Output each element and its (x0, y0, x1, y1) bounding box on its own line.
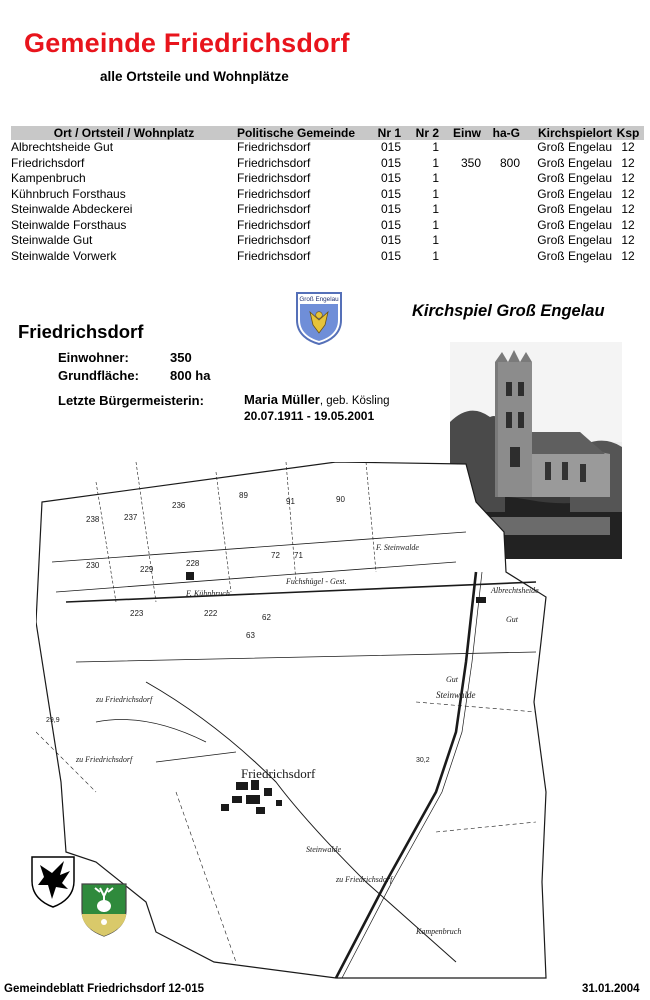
map-label-zu-friedrichsdorf-s: zu Friedrichsdorf (336, 875, 393, 884)
cell-nr2: 1 (432, 217, 439, 232)
map-label-friedrichsdorf: Friedrichsdorf (241, 766, 316, 781)
cell-kirchspielort: Groß Engelau (537, 233, 612, 247)
eagle-crest-icon (30, 855, 76, 909)
table-row (11, 140, 644, 156)
cell-kirchspielort: Groß Engelau (537, 155, 612, 170)
map-number-63: 63 (246, 631, 255, 640)
map-label-gut-2: Gut (446, 675, 458, 684)
table-row (11, 249, 644, 265)
map-number-62: 62 (262, 613, 271, 622)
cell-kirchspielort: Groß Engelau (537, 171, 612, 185)
kirchspiel-title: Kirchspiel Groß Engelau (412, 302, 605, 320)
cell-ort: Kühnbruch Forsthaus (11, 186, 126, 201)
cell-gemeinde: Friedrichsdorf (237, 171, 311, 185)
buergermeister-label: Letzte Bürgermeisterin: (58, 393, 204, 408)
cell-nr2: 1 (432, 186, 439, 201)
column-header-ha: ha-G (481, 126, 520, 140)
cell-nr2: 1 (432, 155, 439, 170)
cell-ksp: 12 (621, 140, 635, 154)
buergermeister-name-line (244, 392, 390, 407)
cell-ort: Steinwalde Abdeckerei (11, 202, 133, 216)
einwohner-value: 350 (170, 350, 192, 365)
gross-engelau-crest-icon (294, 290, 344, 346)
map-number-91: 91 (286, 497, 295, 506)
table-row (11, 156, 644, 172)
map-label-f-steinwalde: F. Steinwalde (376, 543, 419, 552)
cell-nr1: 015 (380, 202, 401, 216)
deer-crest-icon (80, 882, 128, 938)
map-number-90: 90 (336, 495, 345, 504)
map-label-kuhnbruch: F. Kühnbruch (186, 589, 230, 598)
cell-ksp: 12 (621, 217, 635, 232)
cell-einw: 350 (460, 155, 481, 170)
cell-ha (481, 171, 520, 187)
map-number-229: 229 (140, 565, 154, 574)
cell-gemeinde: Friedrichsdorf (237, 155, 311, 170)
cell-kirchspielort: Groß Engelau (537, 202, 612, 216)
map-number-237: 237 (124, 513, 138, 522)
cell-nr1: 015 (380, 186, 401, 201)
cell-gemeinde: Friedrichsdorf (237, 202, 311, 216)
cell-einw (439, 218, 481, 234)
footer-date: 31.01.2004 (582, 983, 640, 995)
table-row (11, 171, 644, 187)
cell-gemeinde: Friedrichsdorf (237, 233, 311, 247)
column-header-ort: Ort / Ortsteil / Wohnplatz (11, 126, 237, 140)
buergermeister-dates: 20.07.1911 - 19.05.2001 (244, 409, 375, 423)
map-number-238: 238 (86, 515, 100, 524)
cell-ort: Steinwalde Vorwerk (11, 248, 117, 263)
cell-ksp: 12 (621, 248, 635, 263)
cell-kirchspielort: Groß Engelau (537, 217, 612, 232)
column-header-nr2: Nr 2 (401, 126, 439, 140)
footer-document-id: Gemeindeblatt Friedrichsdorf 12-015 (4, 983, 205, 995)
column-header-ksp: Ksp (612, 126, 644, 140)
cell-einw (439, 140, 481, 156)
cell-einw (439, 202, 481, 218)
cell-einw (439, 171, 481, 187)
cell-gemeinde: Friedrichsdorf (237, 217, 311, 232)
page-title: Gemeinde Friedrichsdorf (24, 28, 350, 58)
page-subtitle: alle Ortsteile und Wohnplätze (100, 69, 289, 84)
cell-nr2: 1 (432, 233, 439, 247)
cell-ksp: 12 (621, 171, 635, 185)
map-number-228: 228 (186, 559, 200, 568)
table-row (11, 187, 644, 203)
map-number-230: 230 (86, 561, 100, 570)
cell-ort: Steinwalde Gut (11, 233, 93, 247)
cell-ha (481, 233, 520, 249)
cell-nr1: 015 (380, 217, 401, 232)
map-number-222: 222 (204, 609, 218, 618)
column-header-nr1: Nr 1 (373, 126, 401, 140)
table-row (11, 202, 644, 218)
table-body (11, 140, 644, 264)
cell-gemeinde: Friedrichsdorf (237, 140, 311, 154)
cell-kirchspielort: Groß Engelau (537, 140, 612, 154)
cell-ha (481, 187, 520, 203)
cell-ort: Albrechtsheide Gut (11, 140, 114, 154)
crest-label: Groß Engelau (299, 296, 339, 303)
cell-ha (481, 202, 520, 218)
table-header-row (11, 126, 644, 140)
cell-einw (439, 233, 481, 249)
cell-einw (439, 249, 481, 265)
einwohner-label: Einwohner: (58, 350, 129, 365)
cell-gemeinde: Friedrichsdorf (237, 248, 311, 263)
cell-gemeinde: Friedrichsdorf (237, 186, 311, 201)
cell-ha (481, 249, 520, 265)
map-number-72: 72 (271, 551, 280, 560)
cell-nr1: 015 (380, 233, 401, 247)
grundflaeche-value: 800 ha (170, 368, 211, 383)
map-label-zu-friedrichsdorf-nw: zu Friedrichsdorf (96, 695, 153, 704)
map-number-29-9: 29,9 (46, 717, 60, 724)
map-number-223: 223 (130, 609, 144, 618)
cell-einw (439, 187, 481, 203)
map-number-30-2: 30,2 (416, 757, 430, 764)
places-table (11, 126, 644, 264)
cell-ha: 800 (499, 155, 520, 170)
map-label-kampenbruch: Kampenbruch (416, 927, 462, 936)
grundflaeche-label: Grundfläche: (58, 368, 139, 383)
cell-kirchspielort: Groß Engelau (537, 248, 612, 263)
cell-ksp: 12 (621, 233, 635, 247)
column-header-gemeinde: Politische Gemeinde (237, 126, 373, 140)
cell-nr2: 1 (432, 171, 439, 185)
cell-nr2: 1 (432, 140, 439, 154)
map-label-albrechtsheide: Albrechtsheide (491, 586, 539, 595)
cell-nr2: 1 (432, 248, 439, 263)
map-label-steinwalde-2: Steinwalde (306, 845, 342, 854)
map-label-zu-friedrichsdorf-w: zu Friedrichsdorf (76, 755, 133, 764)
map-number-89: 89 (239, 491, 248, 500)
cell-ort: Kampenbruch (11, 171, 86, 185)
cell-nr1: 015 (380, 140, 401, 154)
cell-ha (481, 140, 520, 156)
buergermeister-birth-name: , geb. Kösling (319, 395, 390, 407)
cell-ksp: 12 (621, 186, 635, 201)
column-header-kirchspielort: Kirchspielort (520, 126, 612, 140)
map-number-236: 236 (172, 501, 186, 510)
map-label-steinwalde: Steinwalde (436, 690, 476, 700)
cell-nr1: 015 (380, 171, 401, 185)
cell-ort: Steinwalde Forsthaus (11, 217, 127, 232)
cell-nr1: 015 (380, 248, 401, 263)
cell-ksp: 12 (621, 155, 635, 170)
cell-nr1: 015 (380, 155, 401, 170)
map-label-gut: Gut (506, 615, 518, 624)
cell-nr2: 1 (432, 202, 439, 216)
buergermeister-name: Maria Müller (244, 392, 320, 407)
column-header-einw: Einw (439, 126, 481, 140)
cell-ha (481, 218, 520, 234)
cell-kirchspielort: Groß Engelau (537, 186, 612, 201)
place-name: Friedrichsdorf (18, 321, 144, 342)
map-number-71: 71 (294, 551, 303, 560)
table-row (11, 233, 644, 249)
map-label-fuchshugel: Fuchshügel - Gest. (286, 577, 347, 586)
cell-ksp: 12 (621, 202, 635, 216)
table-row (11, 218, 644, 234)
cell-ort: Friedrichsdorf (11, 155, 85, 170)
